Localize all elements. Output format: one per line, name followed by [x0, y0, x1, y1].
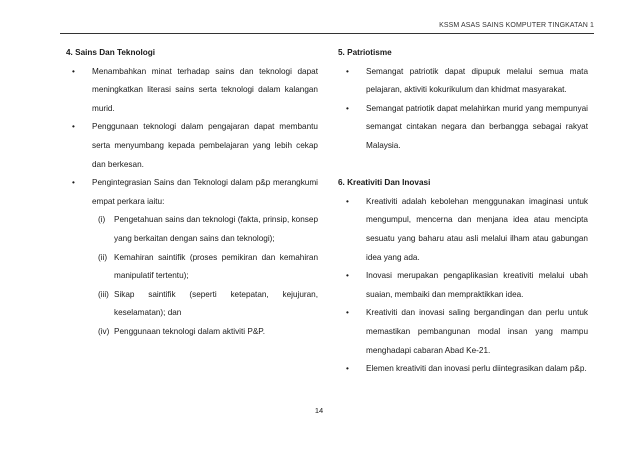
- sub-list-item: [66, 211, 318, 248]
- sub-item-text: Kemahiran saintifik (proses pemikiran dan kemahiran manipulatif tertentu);: [114, 252, 318, 281]
- list-item-text: Penggunaan teknologi dalam pengajaran dapat membantu serta menyumbang kepada pembelajaran yang lebih cekap dan berkesan.: [92, 122, 318, 169]
- sub-item-text: Pengetahuan sains dan teknologi (fakta, prinsip, konsep yang berkaitan dengan sains dan teknologi);: [114, 215, 318, 243]
- sub-item-number: (iii): [98, 289, 109, 299]
- list-item: [338, 63, 588, 100]
- list-item-text: Kreativiti dan inovasi saling bergandingan dan perlu untuk memastikan pembangunan modal insan yang mampu menghadapi cabaran Abad Ke-21.: [366, 308, 588, 355]
- section-6-title: 6. Kreativiti Dan Inovasi: [338, 178, 431, 188]
- list-item-text: Pengintegrasian Sains dan Teknologi dalam p&p merangkumi empat perkara iaitu:: [92, 178, 318, 206]
- bullet-icon: •: [346, 103, 349, 113]
- list-item-text: Kreativiti adalah kebolehan menggunakan imaginasi untuk mengumpul, mencerna dan menjana idea atau mencipta sesuatu yang baharu atau asli melalui ilham atau gabungan idea yang ada.: [366, 196, 588, 262]
- list-item-text: Semangat patriotik dapat dipupuk melalui semua mata pelajaran, aktiviti kokurikulum dan khidmat masyarakat.: [366, 66, 588, 95]
- list-item: [66, 174, 318, 211]
- bullet-icon: •: [72, 122, 75, 132]
- list-item: [66, 63, 318, 119]
- section-spacer: [338, 156, 588, 175]
- bullet-icon: •: [72, 178, 75, 188]
- bullet-icon: •: [346, 66, 349, 76]
- bullet-icon: •: [346, 364, 349, 374]
- sub-list-item: [66, 249, 318, 286]
- list-item-text: Inovasi merupakan pengaplikasian kreativiti melalui ubah suaian, membaiki dan mempraktikkan idea.: [366, 271, 588, 299]
- list-item: [338, 267, 588, 304]
- page-number: 14: [314, 406, 324, 415]
- sub-item-text: Penggunaan teknologi dalam aktiviti P&P.: [114, 326, 265, 336]
- sub-item-number: (i): [98, 215, 106, 225]
- section-4-title: 4. Sains Dan Teknologi: [66, 48, 156, 57]
- list-item-text: Menambahkan minat terhadap sains dan teknologi dapat meningkatkan literasi sains serta teknologi dalam kalangan murid.: [92, 66, 318, 113]
- list-item: [66, 118, 318, 174]
- list-item: [338, 304, 588, 360]
- sub-list-item: [66, 323, 318, 342]
- sub-item-text: Sikap saintifik (seperti ketepatan, kejujuran, keselamatan); dan: [114, 289, 318, 318]
- page-header: KSSM ASAS SAINS KOMPUTER TINGKATAN 1: [439, 22, 594, 29]
- section-5-title: 5. Patriotisme: [338, 48, 392, 57]
- bullet-icon: •: [346, 196, 349, 206]
- list-item-text: Semangat patriotik dapat melahirkan murid yang mempunyai semangat cintakan negara dan berbangga sebagai rakyat Malaysia.: [366, 103, 588, 150]
- header-rule: [60, 33, 594, 34]
- left-column: [66, 44, 318, 342]
- bullet-icon: •: [72, 66, 75, 76]
- list-item: [338, 100, 588, 156]
- list-item: [338, 360, 588, 379]
- sub-item-number: (ii): [98, 252, 108, 262]
- sub-item-number: (iv): [98, 326, 110, 336]
- bullet-icon: •: [346, 308, 349, 318]
- sub-list-item: [66, 286, 318, 323]
- bullet-icon: •: [346, 271, 349, 281]
- list-item-text: Elemen kreativiti dan inovasi perlu diintegrasikan dalam p&p.: [366, 364, 587, 374]
- right-column: [338, 44, 588, 379]
- list-item: [338, 193, 588, 267]
